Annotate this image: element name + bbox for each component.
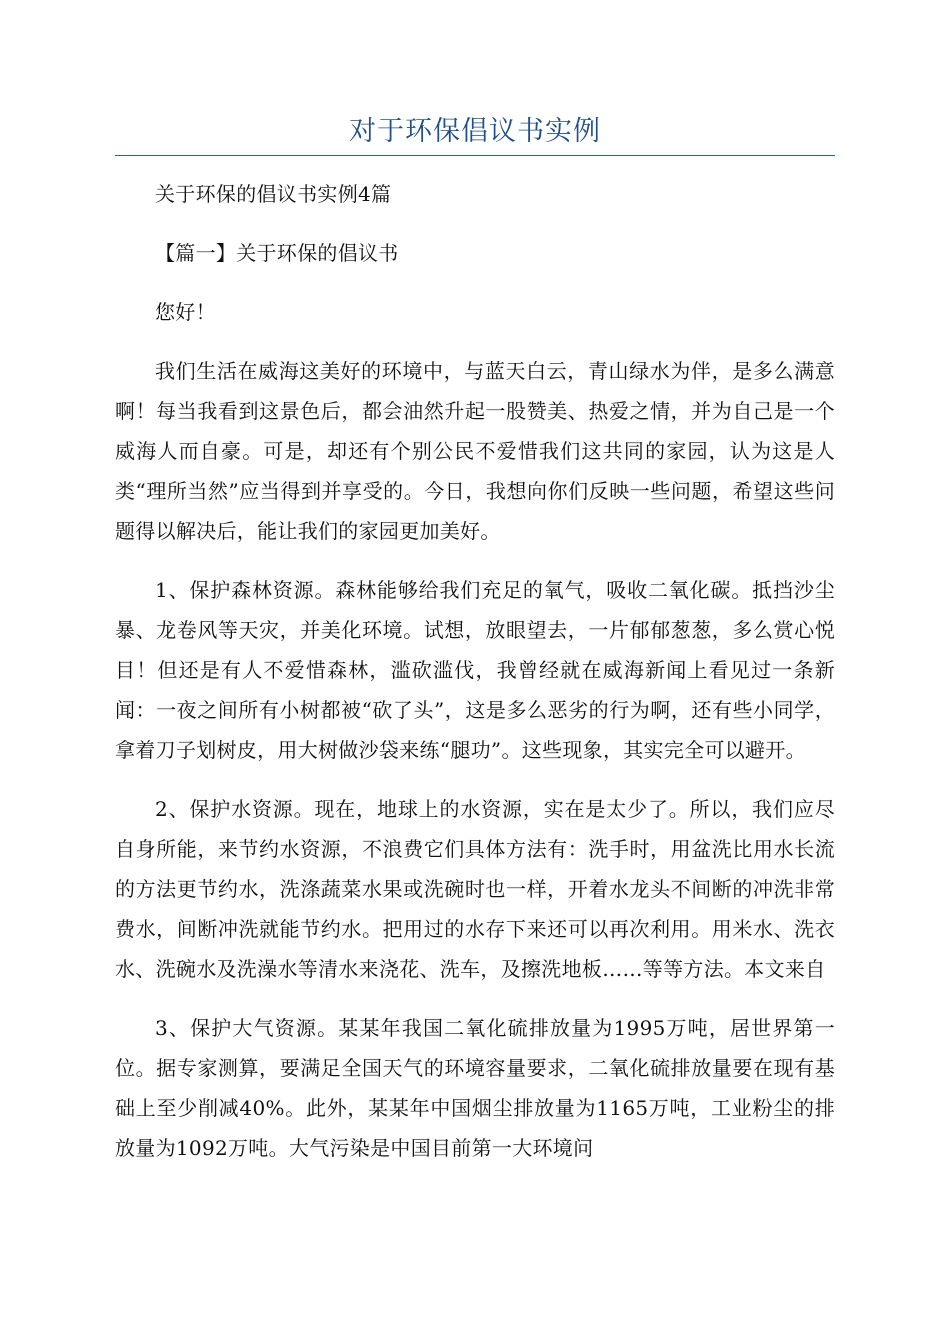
water-paragraph: 2、保护水资源。现在，地球上的水资源，实在是太少了。所以，我们应尽自身所能，来节约水资源，不浪费它们具体方法有：洗手时，用盆洗比用水长流的方法更节约水，洗涤蔬菜水果或洗碗时也一样，开着水龙头不间断的冲洗非常费水，间断冲洗就能节约水。把用过的水存下来还可以再次利用。用米水、洗衣水、洗碗水及洗澡水等清水来浇花、洗车，及擦洗地板……等等方法。本文来自 [115, 797, 835, 981]
forest-paragraph: 1、保护森林资源。森林能够给我们充足的氧气，吸收二氧化碳。抵挡沙尘暴、龙卷风等天灾，并美化环境。试想，放眼望去，一片郁郁葱葱，多么赏心悦目！但还是有人不爱惜森林，滥砍滥伐，我曾经就在威海新闻上看见过一条新闻：一夜之间所有小树都被“砍了头”，这是多么恶劣的行为啊，还有些小同学，拿着刀子划树皮，用大树做沙袋来练“腿功”。这些现象，其实完全可以避开。 [115, 578, 835, 762]
intro-paragraph: 我们生活在威海这美好的环境中，与蓝天白云，青山绿水为伴，是多么满意啊！每当我看到这景色后，都会油然升起一股赞美、热爱之情，并为自己是一个威海人而自豪。可是，却还有个别公民不爱惜我们这共同的家园，认为这是人类“理所当然”应当得到并享受的。今日，我想向你们反映一些问题，希望这些问题得以解决后，能让我们的家园更加美好。 [115, 359, 835, 543]
document-body [115, 174, 835, 1187]
section-heading: 【篇一】关于环保的倡议书 [155, 241, 399, 265]
document-title: 对于环保倡议书实例 [349, 116, 601, 147]
air-paragraph: 3、保护大气资源。某某年我国二氧化硫排放量为1995万吨，居世界第一位。据专家测算，要满足全国天气的环境容量要求，二氧化硫排放量要在现有基础上至少削减40%。此外，某某年中国烟尘排放量为1165万吨，工业粉尘的排放量为1092万吨。大气污染是中国目前第一大环境问 [115, 1016, 835, 1160]
subtitle-paragraph: 关于环保的倡议书实例4篇 [155, 182, 392, 206]
greeting-paragraph: 您好！ [155, 300, 216, 324]
title-underline [115, 155, 835, 156]
